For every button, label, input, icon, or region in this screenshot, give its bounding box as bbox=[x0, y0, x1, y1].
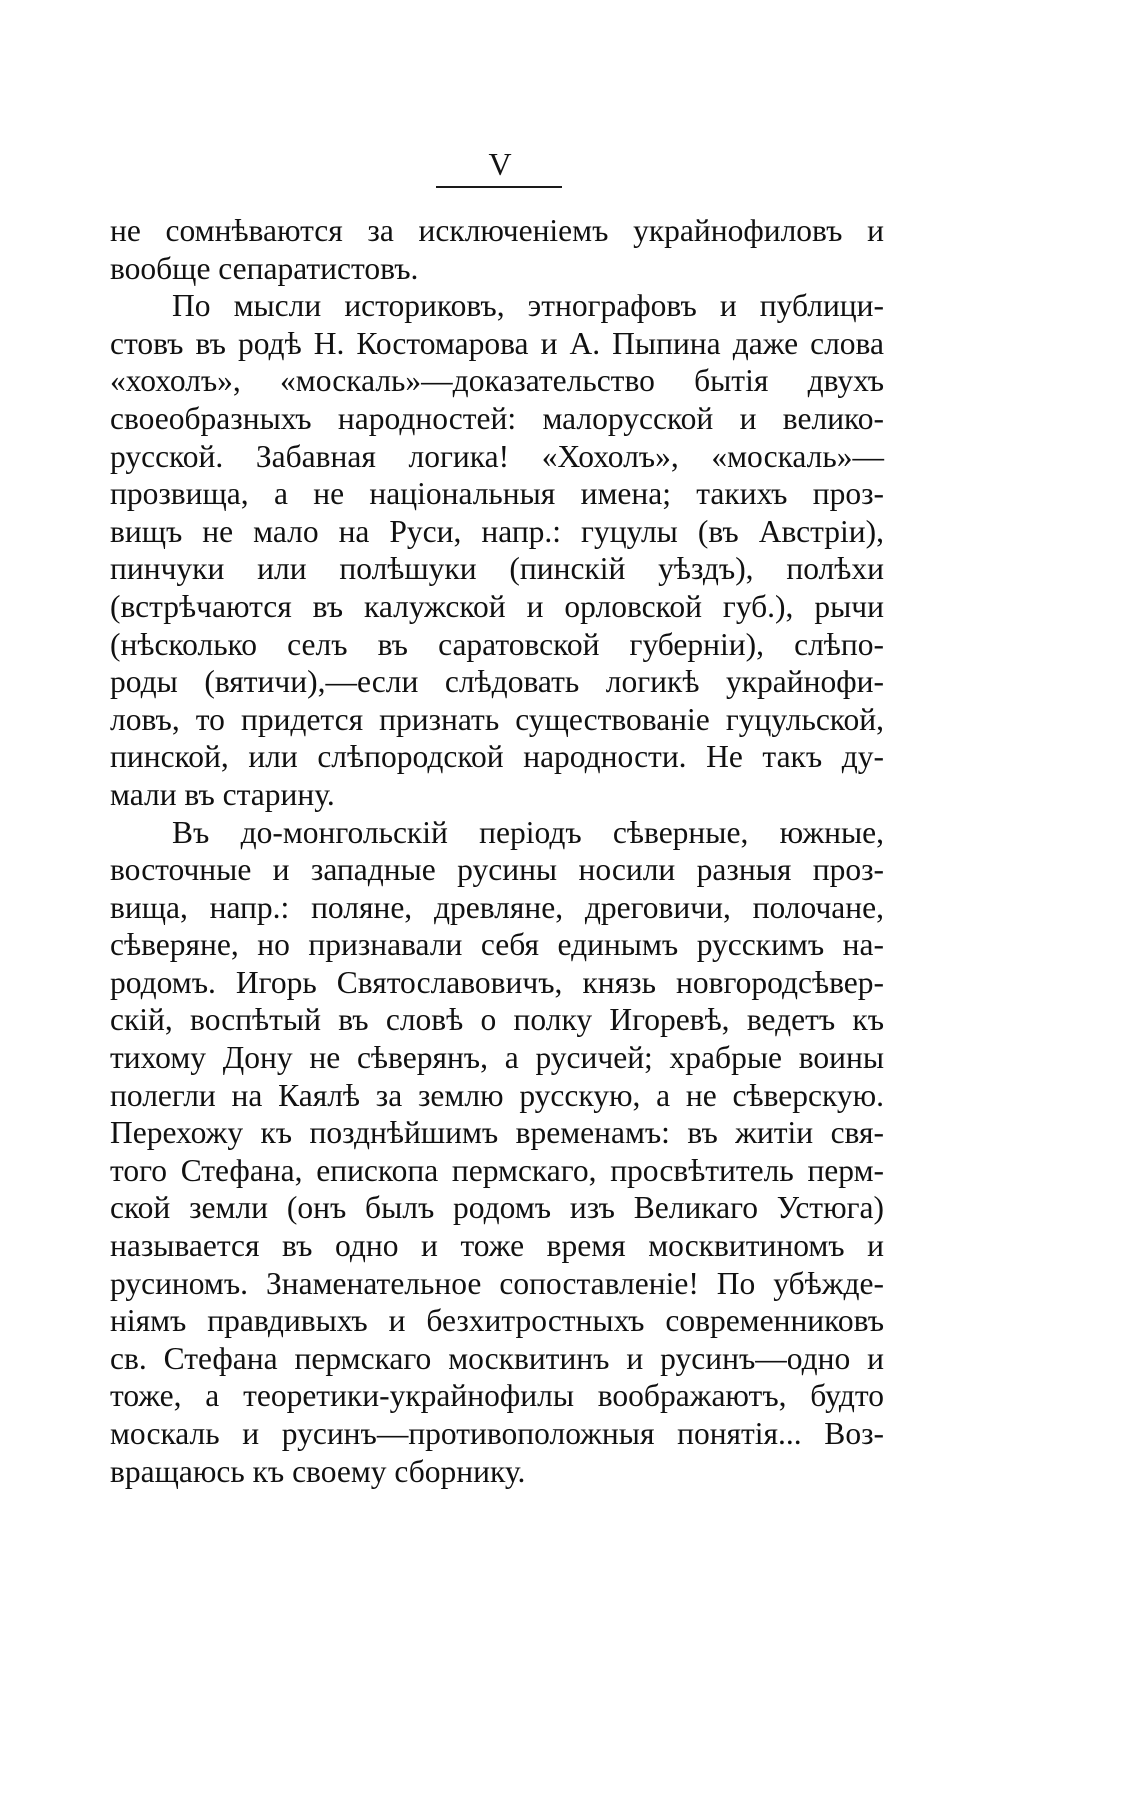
paragraph bbox=[110, 212, 884, 287]
text-line: сѣверяне, но признавали себя единымъ русскимъ на- bbox=[110, 927, 884, 963]
page-number: V bbox=[488, 146, 512, 182]
body-text bbox=[110, 212, 884, 1490]
text-line: Перехожу къ позднѣйшимъ временамъ: въ житіи свя- bbox=[110, 1115, 884, 1151]
text-line: русиномъ. Знаменательное сопоставленіе! По убѣжде- bbox=[110, 1265, 884, 1301]
text-line: тоже, а теоретики-украйнофилы воображаютъ, будто bbox=[110, 1378, 884, 1414]
text-line: стовъ въ родѣ Н. Костомарова и А. Пыпина даже слова bbox=[110, 325, 884, 361]
text-line: пинчуки или полѣшуки (пинскій уѣздъ), полѣхи bbox=[110, 551, 884, 587]
text-line: скій, воспѣтый въ словѣ о полку Игоревѣ, ведетъ къ bbox=[110, 1002, 884, 1038]
text-line: вращаюсь къ своему сборнику. bbox=[110, 1453, 526, 1489]
text-line: русской. Забавная логика! «Хохолъ», «москаль»— bbox=[110, 438, 884, 474]
text-line: ской земли (онъ былъ родомъ изъ Великаго Устюга) bbox=[110, 1190, 884, 1226]
paragraph bbox=[110, 287, 884, 813]
text-line: родомъ. Игорь Святославовичъ, князь новгородсѣвер- bbox=[110, 964, 884, 1000]
text-line: полегли на Каялѣ за землю русскую, а не сѣверскую. bbox=[110, 1077, 884, 1113]
text-line: вообще сепаратистовъ. bbox=[110, 250, 419, 286]
text-line: пинской, или слѣпородской народности. Не такъ ду- bbox=[110, 739, 884, 775]
text-line: вищъ не мало на Руси, напр.: гуцулы (въ Австріи), bbox=[110, 513, 884, 549]
text-line: называется въ одно и тоже время москвитиномъ и bbox=[110, 1228, 884, 1264]
text-line: мали въ старину. bbox=[110, 776, 335, 812]
text-line: прозвища, а не національныя имена; такихъ проз- bbox=[110, 476, 884, 512]
text-line: москаль и русинъ—противоположныя понятія... Воз- bbox=[110, 1416, 884, 1451]
text-line: своеобразныхъ народностей: малорусской и велико- bbox=[110, 400, 884, 436]
text-line: роды (вятичи),—если слѣдовать логикѣ украйнофи- bbox=[110, 664, 884, 700]
text-line: «хохолъ», «москаль»—доказательство бытія двухъ bbox=[110, 363, 884, 399]
text-line: ніямъ правдивыхъ и безхитростныхъ современниковъ bbox=[110, 1303, 884, 1339]
text-line: того Стефана, епископа пермскаго, просвѣтитель перм- bbox=[110, 1152, 884, 1188]
text-line: (встрѣчаются въ калужской и орловской губ.), рычи bbox=[110, 588, 884, 624]
text-line: св. Стефана пермскаго москвитинъ и русинъ—одно и bbox=[110, 1340, 884, 1376]
page-number-rule bbox=[436, 186, 562, 188]
text-line: Въ до-монгольскій періодъ сѣверные, южные, bbox=[172, 814, 884, 850]
text-line: ловъ, то придется признать существованіе гуцульской, bbox=[110, 701, 884, 737]
text-line: тихому Дону не сѣверянъ, а русичей; храбрые воины bbox=[110, 1040, 884, 1076]
text-line: По мысли историковъ, этнографовъ и публици- bbox=[172, 288, 884, 324]
text-line: вища, напр.: поляне, древляне, дреговичи, полочане, bbox=[110, 889, 884, 925]
text-line: (нѣсколько селъ въ саратовской губерніи), слѣпо- bbox=[110, 626, 884, 662]
paragraph bbox=[110, 814, 884, 1491]
text-line: не сомнѣваются за исключеніемъ украйнофиловъ и bbox=[110, 213, 884, 248]
text-line: восточные и западные русины носили разныя проз- bbox=[110, 852, 884, 888]
